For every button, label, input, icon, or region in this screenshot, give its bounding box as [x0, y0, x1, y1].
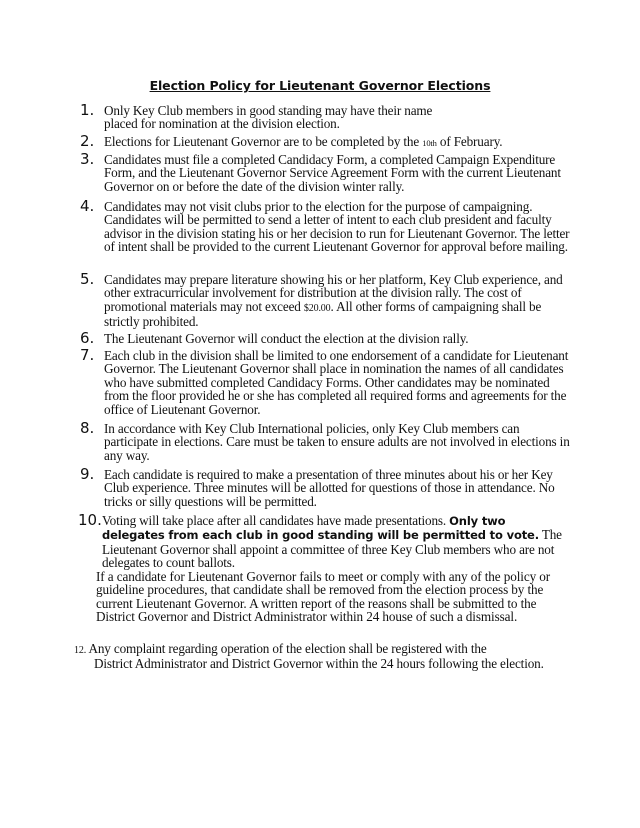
item-text: Each club in the division shall be limited to one endorsement of a candidate for Lieutenant Governor. The Lieutenant Governor shall place in nomination the names of all candidates who have submitted completed Candidacy Forms. Other candidates may be nominated from the floor provided he or she has completed all required forms and agreements for the office of Lieutenant Governor. — [104, 348, 569, 417]
policy-item-8 — [80, 419, 570, 463]
item-text: Candidates must file a completed Candidacy Form, a completed Campaign Expenditure Form, and the Lieutenant Governor Service Agreement Form with the current Lieutenant Governor on or before the date of the division winter rally. — [104, 152, 561, 194]
policy-item-12 — [74, 642, 564, 671]
item-text: Candidates may prepare literature showing his or her platform, Key Club experience, and other extracurricular involvement for distribution at the division rally. The cost of promotional materials may not exceed $20.00. All other forms of campaigning shall be strictly prohibited. — [104, 272, 563, 330]
policy-item-10 — [78, 511, 568, 571]
item-number: 3. — [80, 150, 95, 168]
policy-item-4 — [80, 197, 570, 255]
policy-item-6 — [80, 329, 570, 347]
item-text-continued: District Administrator and District Governor within the 24 hours following the election. — [94, 656, 544, 672]
item-number: 2. — [80, 132, 95, 150]
item-text: Voting will take place after all candidates have made presentations. Only two delegates from each club in good standing will be permitted to vote. The Lieutenant Governor shall appoint a committee of three Key Club members who are not delegates to count ballots. — [102, 513, 562, 571]
policy-item-5 — [80, 270, 570, 330]
item-text: Candidates may not visit clubs prior to the election for the purpose of campaigning. Candidates will be permitted to send a letter of intent to each club president and faculty advisor in the division stating his or her decision to run for Lieutenant Governor. The letter of intent shall be provided to the current Lieutenant Governor for approval before mailing. — [104, 199, 570, 255]
ordinal-date: 10th — [422, 138, 437, 148]
item-text: In accordance with Key Club International policies, only Key Club members can participate in elections. Care must be taken to ensure adults are not involved in elections in any way. — [104, 421, 570, 463]
cost-amount: $20.00 — [303, 302, 331, 314]
item-number: 10. — [78, 511, 102, 529]
bold-delegates-rule: Only two delegates from each club in good standing will be permitted to vote. — [102, 514, 539, 543]
policy-item-7 — [80, 346, 570, 417]
item-number: 12. — [74, 645, 87, 656]
policy-item-9 — [80, 465, 570, 509]
item-text: Each candidate is required to make a presentation of three minutes about his or her Key Club experience. Three minutes will be allotted for questions of those in attendance. No tricks or silly questions will be permitted. — [104, 467, 555, 509]
item-number: 7. — [80, 346, 95, 364]
item-text: Only Key Club members in good standing may have their name placed for nomination at the division election. — [104, 103, 433, 132]
policy-item-1 — [80, 101, 570, 132]
item-text: The Lieutenant Governor will conduct the election at the division rally. — [104, 331, 469, 346]
item-number: 5. — [80, 270, 95, 288]
item-number: 1. — [80, 101, 95, 119]
item-text: Elections for Lieutenant Governor are to be completed by the 10th of February. — [104, 134, 503, 149]
item-number: 8. — [80, 419, 95, 437]
policy-item-2 — [80, 132, 570, 150]
policy-item-3 — [80, 150, 570, 194]
item-number: 4. — [80, 197, 95, 215]
dismissal-paragraph: If a candidate for Lieutenant Governor fails to meet or comply with any of the policy or guideline procedures, that candidate shall be removed from the election process by the current Lieutenant Governor. A written report of the reasons shall be submitted to the District Governor and District Administrator within 24 house of such a dismissal. — [96, 569, 551, 625]
item-number: 6. — [80, 329, 95, 347]
page-title: Election Policy for Lieutenant Governor Elections — [149, 78, 491, 93]
item-number: 9. — [80, 465, 95, 483]
item-text-line1: Any complaint regarding operation of the election shall be registered with the — [88, 641, 487, 656]
